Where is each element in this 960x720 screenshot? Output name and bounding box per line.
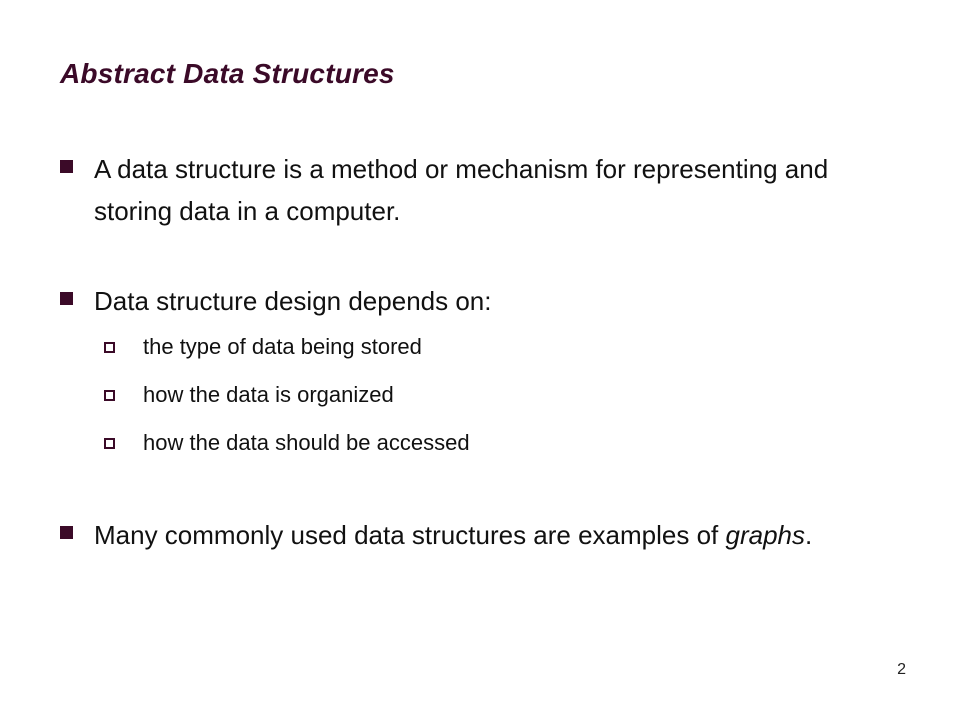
bullet-item bbox=[60, 280, 910, 322]
bullet-text: A data structure is a method or mechanism for representing and storing data in a computer. bbox=[94, 154, 829, 226]
square-bullet-icon bbox=[60, 160, 73, 173]
sub-bullet-text: how the data is organized bbox=[143, 382, 394, 407]
bullet-text-part: . bbox=[805, 520, 813, 550]
hollow-square-bullet-icon bbox=[104, 390, 115, 401]
page-number: 2 bbox=[897, 661, 906, 678]
sub-bullet-item bbox=[104, 378, 804, 412]
emphasized-term: graphs bbox=[725, 520, 806, 550]
slide-title: Abstract Data Structures bbox=[60, 58, 395, 89]
sub-bullet-text: how the data should be accessed bbox=[143, 430, 470, 455]
bullet-text bbox=[94, 514, 910, 556]
hollow-square-bullet-icon bbox=[104, 342, 115, 353]
sub-bullet-text: the type of data being stored bbox=[143, 334, 422, 359]
bullet-text: Data structure design depends on: bbox=[94, 286, 492, 316]
bullet-item bbox=[60, 148, 910, 232]
sub-bullet-item bbox=[104, 426, 804, 460]
hollow-square-bullet-icon bbox=[104, 438, 115, 449]
square-bullet-icon bbox=[60, 526, 73, 539]
bullet-text-part: Many commonly used data structures are examples of bbox=[94, 520, 726, 550]
bullet-item bbox=[60, 514, 910, 556]
sub-bullet-item bbox=[104, 330, 804, 364]
square-bullet-icon bbox=[60, 292, 73, 305]
